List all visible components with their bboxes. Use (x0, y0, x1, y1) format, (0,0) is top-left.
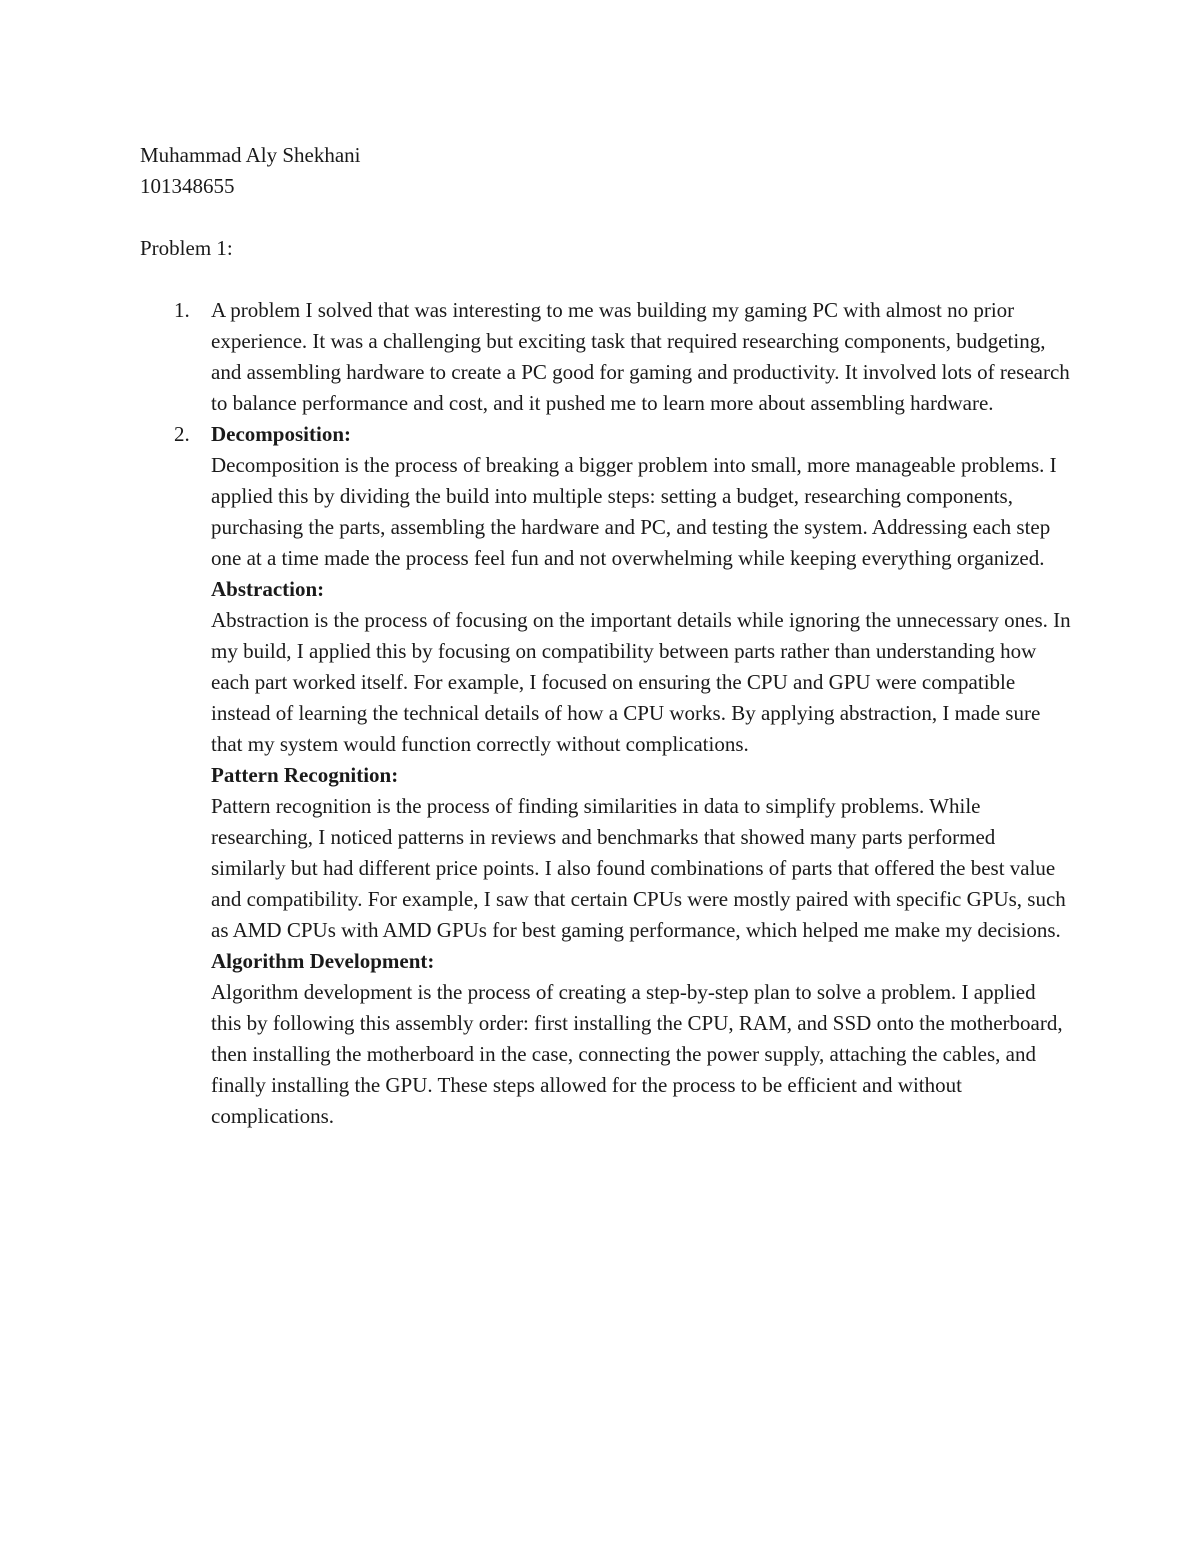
student-id: 101348655 (140, 174, 235, 198)
list-marker: 2. (174, 422, 190, 446)
section-body-decomposition: Decomposition is the process of breaking a bigger problem into small, more manageable problems. I applied this by dividing the build into multiple steps: setting a budget, researching components, purchasing the parts, assembling the hardware and PC, and testing the system. Addressing each step one at a time made the process feel fun and not overwhelming while keeping everything organized. (211, 453, 1057, 570)
list-marker: 1. (174, 298, 190, 322)
spacer (140, 264, 1070, 295)
section-heading-abstraction: Abstraction: (211, 577, 325, 601)
document-body (140, 140, 1070, 1132)
section-heading-algorithm-development: Algorithm Development: (211, 949, 435, 973)
section-body-pattern-recognition: Pattern recognition is the process of finding similarities in data to simplify problems. While researching, I noticed patterns in reviews and benchmarks that showed many parts performed similarly but had different price points. I also found combinations of parts that offered the best value and compatibility. For example, I saw that certain CPUs were mostly paired with specific GPUs, such as AMD CPUs with AMD GPUs for best gaming performance, which helped me make my decisions. (211, 794, 1066, 942)
section-heading-decomposition: Decomposition: (211, 422, 351, 446)
section-body-abstraction: Abstraction is the process of focusing on the important details while ignoring the unnecessary ones. In my build, I applied this by focusing on compatibility between parts rather than understanding how each part worked itself. For example, I focused on ensuring the CPU and GPU were compatible instead of learning the technical details of how a CPU works. By applying abstraction, I made sure that my system would function correctly without complications. (211, 608, 1071, 756)
spacer (140, 202, 1070, 233)
list-item-2 (140, 419, 1070, 1132)
section-heading-pattern-recognition: Pattern Recognition: (211, 763, 399, 787)
problem-title: Problem 1: (140, 236, 233, 260)
list-item-1 (140, 295, 1070, 419)
section-body-algorithm-development: Algorithm development is the process of creating a step-by-step plan to solve a problem. I applied this by following this assembly order: first installing the CPU, RAM, and SSD onto the motherboard, then installing the motherboard in the case, connecting the power supply, attaching the cables, and finally installing the GPU. These steps allowed for the process to be efficient and without complications. (211, 980, 1063, 1128)
problem-description: A problem I solved that was interesting to me was building my gaming PC with almost no prior experience. It was a challenging but exciting task that required researching components, budgeting, and assembling hardware to create a PC good for gaming and productivity. It involved lots of research to balance performance and cost, and it pushed me to learn more about assembling hardware. (211, 298, 1070, 415)
author-name: Muhammad Aly Shekhani (140, 143, 361, 167)
numbered-list (140, 295, 1070, 1132)
